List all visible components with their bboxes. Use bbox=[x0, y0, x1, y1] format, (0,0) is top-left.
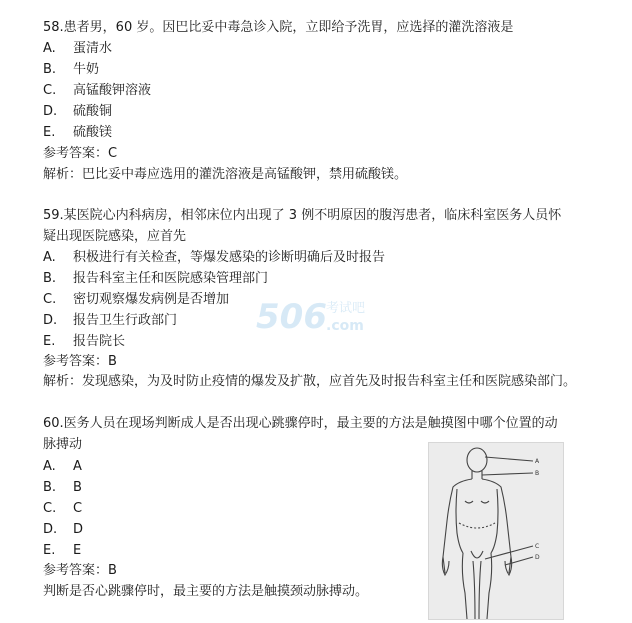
watermark-text: 考试吧 bbox=[326, 301, 366, 316]
q59-option-d: D. 报告卫生行政部门 bbox=[43, 313, 178, 328]
body-outline-drawing bbox=[429, 443, 563, 619]
figure-label-d: D bbox=[535, 554, 540, 561]
torso-outline bbox=[456, 489, 498, 553]
groin-outline bbox=[471, 551, 483, 558]
left-arm-outline bbox=[443, 479, 472, 573]
q60-analysis: 判断是否心跳骤停时，最主要的方法是触摸颈动脉搏动。 bbox=[43, 584, 369, 599]
q60-stem-line2: 脉搏动 bbox=[43, 437, 83, 452]
q59-option-b: B. 报告科室主任和医院感染管理部门 bbox=[43, 271, 269, 286]
pointer-line-a bbox=[485, 457, 533, 461]
figure-label-b: B bbox=[535, 470, 540, 477]
chest-marks bbox=[465, 501, 489, 503]
figure-label-c: C bbox=[535, 543, 540, 550]
q58-option-b: B. 牛奶 bbox=[43, 62, 100, 77]
figure-label-a: A bbox=[535, 458, 540, 465]
watermark-logo bbox=[256, 292, 386, 338]
head-outline bbox=[467, 448, 487, 472]
watermark-domain: .com bbox=[326, 318, 364, 334]
hands-outline bbox=[442, 557, 511, 575]
q58-analysis: 解析：巴比妥中毒应选用的灌洗溶液是高锰酸钾，禁用硫酸镁。 bbox=[43, 167, 408, 182]
q60-option-d: D. D bbox=[43, 522, 84, 537]
q58-option-c: C. 高锰酸钾溶液 bbox=[43, 83, 152, 98]
q60-answer: 参考答案：B bbox=[43, 563, 117, 578]
q58-option-a: A. 蛋清水 bbox=[43, 41, 113, 56]
inner-legs-outline bbox=[473, 561, 481, 619]
q60-option-a: A. A bbox=[43, 459, 82, 474]
q59-option-a: A. 积极进行有关检查，等爆发感染的诊断明确后及时报告 bbox=[43, 250, 386, 265]
q59-analysis: 解析：发现感染，为及时防止疫情的爆发及扩散，应首先及时报告科室主任和医院感染部门。 bbox=[43, 374, 577, 389]
q59-answer: 参考答案：B bbox=[43, 354, 117, 369]
q59-stem-line1: 59.某医院心内科病房，相邻床位内出现了 3 例不明原因的腹泻患者，临床科室医务人员怀 bbox=[43, 208, 562, 223]
outer-legs-outline bbox=[462, 553, 491, 619]
q58-answer: 参考答案：C bbox=[43, 146, 118, 161]
q59-stem-line2: 疑出现医院感染，应首先 bbox=[43, 229, 187, 244]
q58-stem: 58.患者男，60 岁。因巴比妥中毒急诊入院，立即给予洗胃，应选择的灌洗溶液是 bbox=[43, 20, 514, 35]
pointer-line-b bbox=[482, 473, 533, 475]
abdomen-dashed-line bbox=[459, 523, 495, 528]
q60-option-b: B. B bbox=[43, 480, 82, 495]
q60-option-e: E. E bbox=[43, 543, 82, 558]
q59-option-e: E. 报告院长 bbox=[43, 334, 126, 349]
q58-option-e: E. 硫酸镁 bbox=[43, 125, 113, 140]
q58-option-d: D. 硫酸铜 bbox=[43, 104, 113, 119]
watermark-number: 506 bbox=[256, 297, 327, 337]
body-pulse-figure bbox=[428, 442, 564, 620]
pointer-line-c bbox=[485, 546, 533, 559]
q59-option-c: C. 密切观察爆发病例是否增加 bbox=[43, 292, 230, 307]
q60-stem-line1: 60.医务人员在现场判断成人是否出现心跳骤停时，最主要的方法是触摸图中哪个位置的动 bbox=[43, 416, 558, 431]
pointer-line-d bbox=[505, 557, 533, 565]
q60-option-c: C. C bbox=[43, 501, 83, 516]
